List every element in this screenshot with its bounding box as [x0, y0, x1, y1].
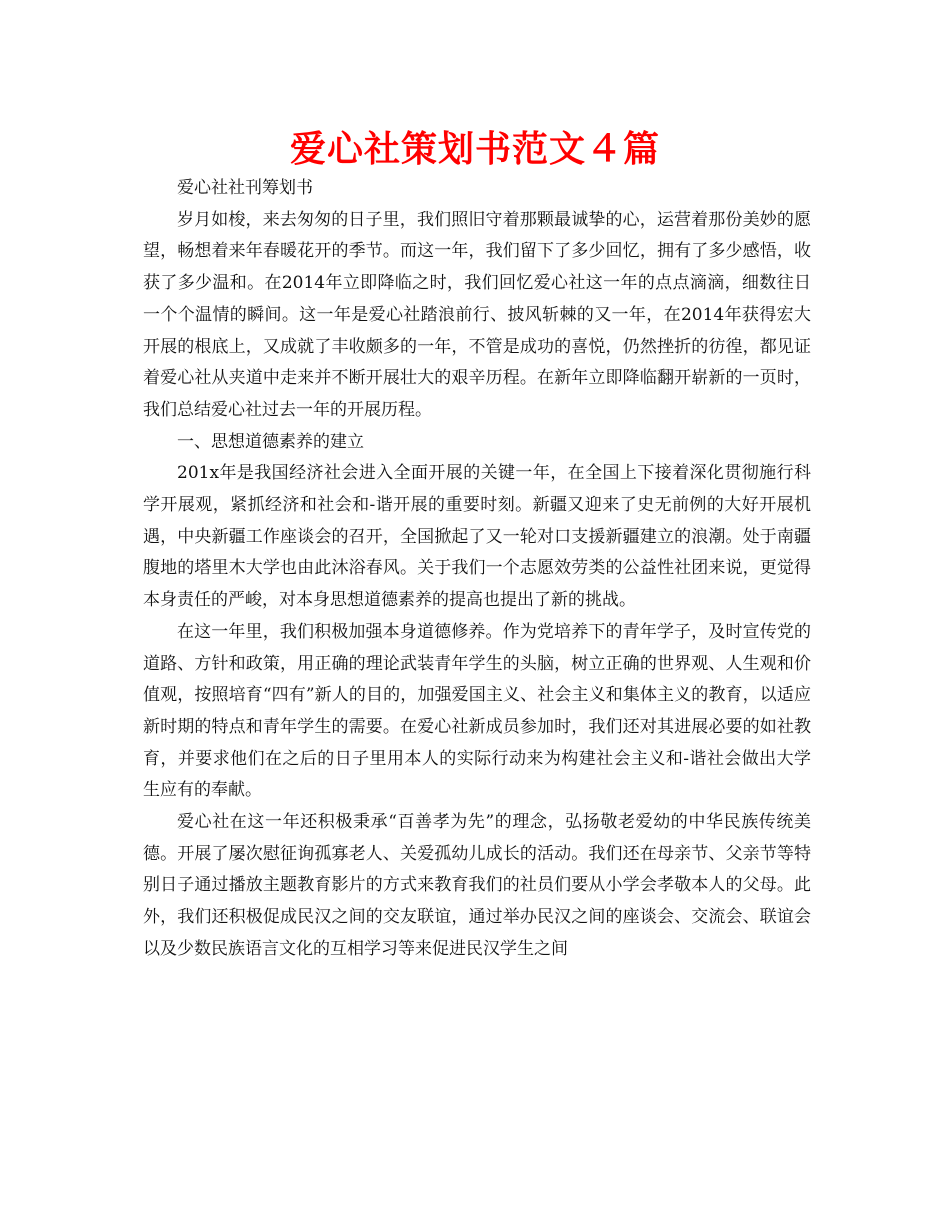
body-paragraph: 201x年是我国经济社会进入全面开展的关键一年，在全国上下接着深化贯彻施行科学开展观，紧抓经济和社会和-谐开展的重要时刻。新疆又迎来了史无前例的大好开展机遇，中央新疆工作座谈会的召开，全国掀起了又一轮对口支援新疆建立的浪潮。处于南疆腹地的塔里木大学也由此沐浴春风。关于我们一个志愿效劳类的公益性社团来说，更觉得本身责任的严峻，对本身思想道德素养的提高也提出了新的挑战。	[143, 463, 811, 611]
body-paragraph: 爱心社在这一年还积极秉承“百善孝为先”的理念，弘扬敬老爱幼的中华民族传统美德。开展了屡次慰征询孤寡老人、关爱孤幼儿成长的活动。我们还在母亲节、父亲节等特别日子通过播放主题教育影片的方式来教育我们的社员们要从小学会孝敬本人的父母。此外，我们还积极促成民汉之间的交友联谊，通过举办民汉之间的座谈会、交流会、联谊会以及少数民族语言文化的互相学习等来促进民汉学生之间	[143, 812, 811, 959]
subtitle-paragraph: 爱心社社刊筹划书	[177, 178, 313, 198]
document-body	[143, 173, 811, 966]
intro-paragraph: 岁月如梭，来去匆匆的日子里，我们照旧守着那颗最诚挚的心，运营着那份美妙的愿望，畅想着来年春暖花开的季节。而这一年，我们留下了多少回忆，拥有了多少感悟，收获了多少温和。在2014年立即降临之时，我们回忆爱心社这一年的点点滴滴，细数往日一个个温情的瞬间。这一年是爱心社踏浪前行、披风斩棘的又一年，在2014年获得宏大开展的根底上，又成就了丰收颇多的一年，不管是成功的喜悦，仍然挫折的彷徨，都见证着爱心社从夹道中走来并不断开展壮大的艰辛历程。在新年立即降临翻开崭新的一页时，我们总结爱心社过去一年的开展历程。	[143, 209, 811, 420]
document-title: 爱心社策划书范文４篇	[289, 129, 660, 170]
section-heading: 一、思想道德素养的建立	[177, 431, 364, 452]
body-paragraph: 在这一年里，我们积极加强本身道德修养。作为党培养下的青年学子，及时宣传党的道路、方针和政策，用正确的理论武装青年学生的头脑，树立正确的世界观、人生观和价值观，按照培育“四有”新人的目的，加强爱国主义、社会主义和集体主义的教育，以适应新时期的特点和青年学生的需要。在爱心社新成员参加时，我们还对其进展必要的如社教育，并要求他们在之后的日子里用本人的实际行动来为构建社会主义和-谐社会做出大学生应有的奉献。	[143, 621, 811, 801]
